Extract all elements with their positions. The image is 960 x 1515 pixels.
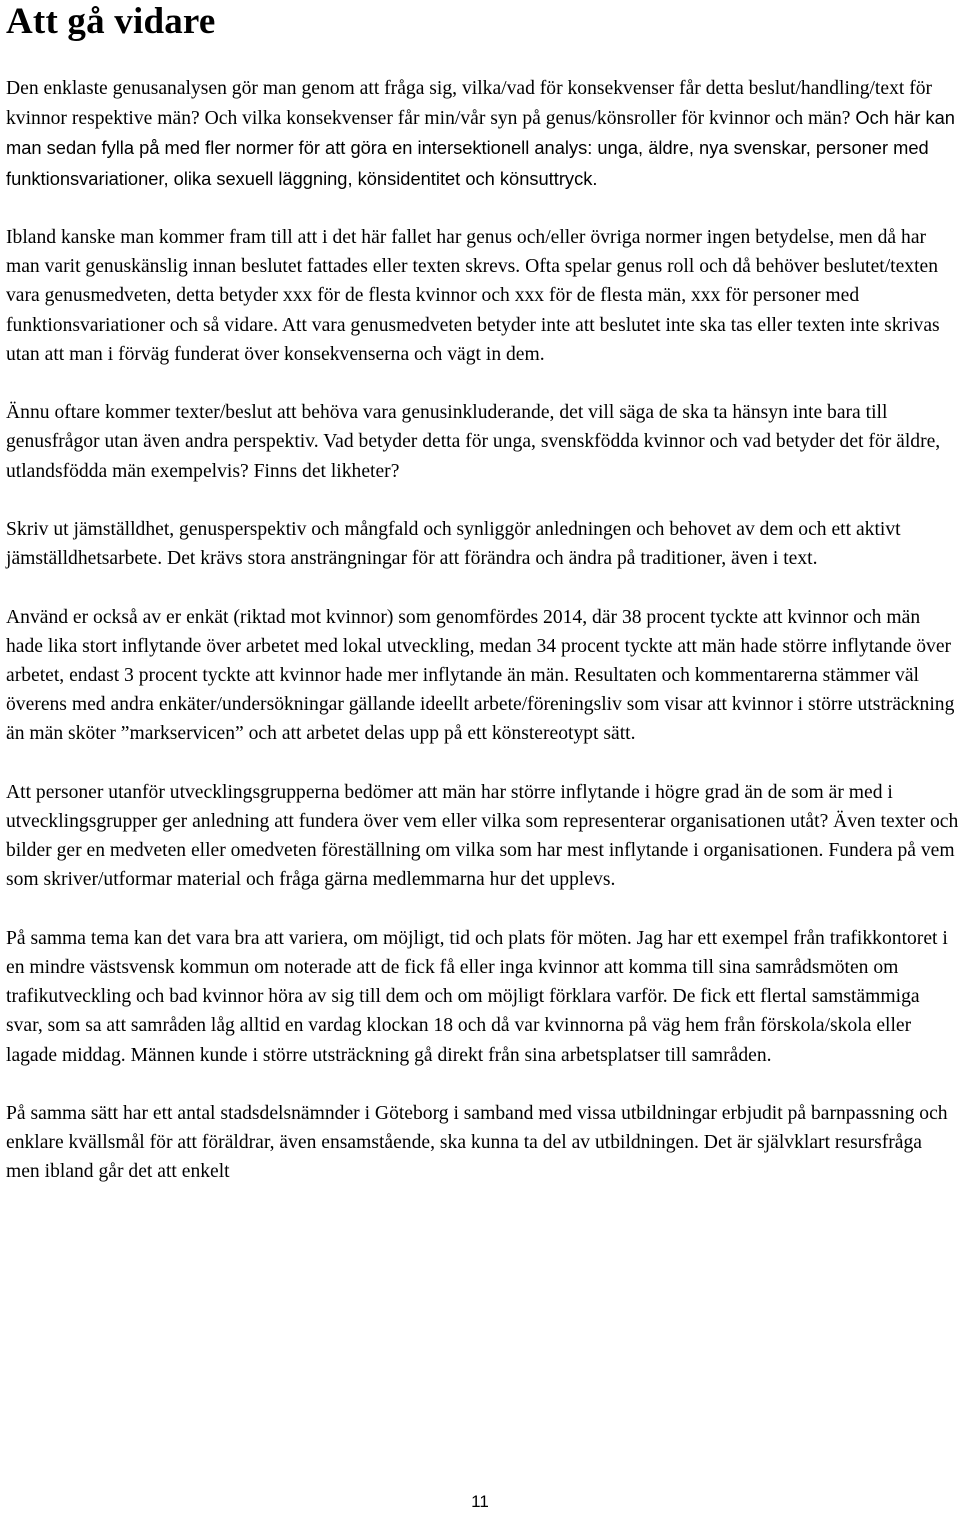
paragraph-8: På samma sätt har ett antal stadsdelsnämnder i Göteborg i samband med vissa utbildningar erbjudit på barnpassning och enklare kvällsmål för att föräldrar, även ensamstående, ska kunna ta del av utbildningen. Det är självklart resursfråga men ibland går det att enkelt [6,1103,948,1183]
paragraph-1-sans: Och här kan man sedan fylla på med fler normer för att göra en intersektionell analys: unga, äldre, nya svenskar, personer med funktionsvariationer, olika sexuell läggning, könsidentitet och könsuttryck. [6,107,955,189]
paragraph-3: Ännu oftare kommer texter/beslut att behöva vara genusinkluderande, det vill säga de ska ta hänsyn inte bara till genusfrågor utan även andra perspektiv. Vad betyder detta för unga, svenskfödda kvinnor och vad betyder det för äldre, utlandsfödda män exempelvis? Finns det likheter? [6,402,941,482]
document-body [6,74,960,1216]
paragraph-1-serif: Den enklaste genusanalysen gör man genom att fråga sig, vilka/vad för konsekvenser får detta beslut/handling/text för kvinnor respektive män? Och vilka konsekvenser får min/vår syn på genus/könsroller för kvinnor och män? [6,78,933,130]
paragraph-4: Skriv ut jämställdhet, genusperspektiv och mångfald och synliggör anledningen och behovet av dem och ett aktivt jämställdhetsarbete. Det krävs stora ansträngningar för att förändra och ändra på traditioner, även i text. [6,519,901,570]
paragraph-5: Använd er också av er enkät (riktad mot kvinnor) som genomfördes 2014, där 38 procent tyckte att kvinnor och män hade lika stort inflytande över arbetet med lokal utveckling, medan 34 procent tyckte att män hade större inflytande över arbetet, endast 3 procent tyckte att kvinnor hade mer inflytande än män. Resultaten och kommentarerna stämmer väl överens med andra enkäter/undersökningar gällande ideellt arbete/föreningsliv som visar att kvinnor i större utsträckning än män sköter ”markservicen” och att arbetet delas upp på ett könstereotypt sätt. [6,606,955,745]
paragraph-7: På samma tema kan det vara bra att variera, om möjligt, tid och plats för möten. Jag har ett exempel från trafikkontoret i en mindre västsvensk kommun om noterade att de fick få eller inga kvinnor att komma till sina samrådsmöten om trafikutveckling och bad kvinnor höra av sig till dem och om möjligt förklara varför. De fick ett flertal samstämmiga svar, som sa att samråden låg alltid en vardag klockan 18 och då var kvinnorna på väg hem från förskola/skola eller lagade middag. Männen kunde i större utsträckning gå direkt från sina arbetsplatser till samråden. [6,927,948,1066]
paragraph-1 [6,74,960,194]
page-title: Att gå vidare [6,1,216,42]
paragraph-6: Att personer utanför utvecklingsgrupperna bedömer att män har större inflytande i högre grad än de som är med i utvecklingsgrupper ger anledning att fundera över vem eller vilka som representerar organisationen utåt? Även texter och bilder ger en medveten eller omedveten föreställning om vilka som har mest inflytande i organisationen. Fundera på vem som skriver/utformar material och fråga gärna medlemmarna hur det upplevs. [6,781,959,891]
page-number: 11 [471,1492,489,1511]
paragraph-2: Ibland kanske man kommer fram till att i det här fallet har genus och/eller övriga normer ingen betydelse, men då har man varit genuskänslig innan beslutet fattades eller texten skrevs. Ofta spelar genus roll och då behöver beslutet/texten vara genusmedveten, detta betyder xxx för de flesta kvinnor och xxx för de flesta män, xxx för personer med funktionsvariationer och så vidare. Att vara genusmedveten betyder inte att beslutet inte ska tas eller texten inte skrivas utan att man i förväg funderat över konsekvenserna och vägt in dem. [6,227,940,365]
